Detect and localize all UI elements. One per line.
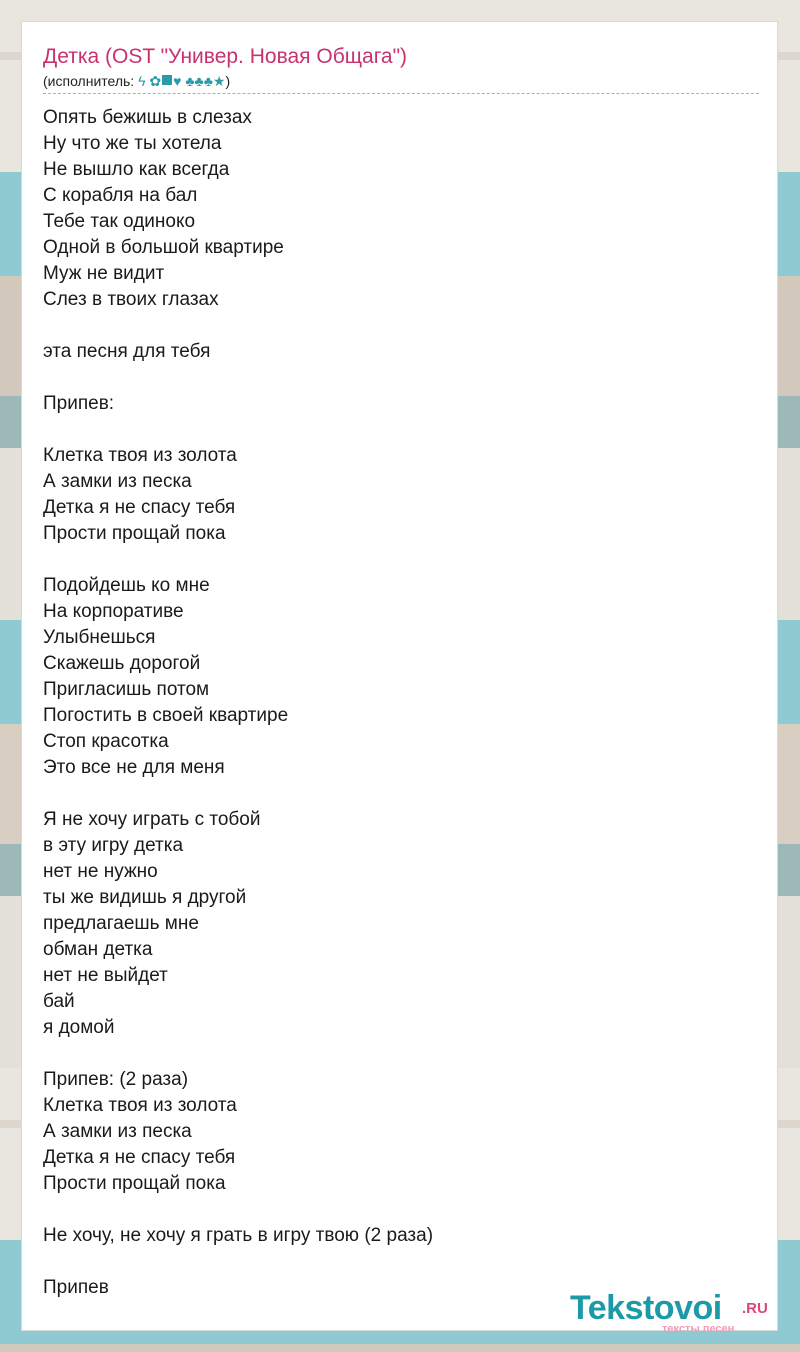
lyrics-text: Опять бежишь в слезах Ну что же ты хотела Не вышло как всегда С корабля на бал Тебе так одиноко Одной в большой квартире Муж не видит Слез в твоих глазах эта песня для тебя Припев: Клетка твоя из золота А замки из песка Детка я не спасу тебя Прости прощай пока Подойдешь ко мне На корпоративе Улыбнешься Скажешь дорогой Пригласишь потом Погостить в своей квартире Стоп красотка Это все не для меня Я не хочу играть с тобой в эту игру детка нет не нужно ты же видишь я другой предлагаешь мне обман детка нет не выйдет бай я домой Припев: (2 раза) Клетка твоя из золота А замки из песка Детка я не спасу тебя Прости прощай пока Не хочу, не хочу я грать в игру твою (2 раза) Припев	[43, 107, 434, 1298]
square-icon	[162, 75, 172, 85]
background-stripe	[0, 0, 800, 20]
artist-name-part2: ♥ ♣♣♣★	[173, 73, 226, 89]
lyrics-card	[21, 21, 778, 1335]
logo-domain: .RU	[742, 1300, 768, 1317]
site-logo[interactable]	[570, 1288, 770, 1335]
artist-prefix: (исполнитель:	[43, 73, 139, 89]
logo-wordmark: Tekstovoi	[570, 1289, 722, 1327]
song-title: Детка (OST "Универ. Новая Общага")	[43, 45, 408, 68]
artist-name-part1: ϟ ✿	[138, 73, 162, 89]
logo-tagline: тексты песен	[662, 1323, 735, 1335]
artist-suffix: )	[225, 73, 231, 89]
artist-link[interactable]	[138, 73, 225, 89]
artist-line	[43, 72, 230, 90]
dashed-divider	[43, 93, 759, 94]
